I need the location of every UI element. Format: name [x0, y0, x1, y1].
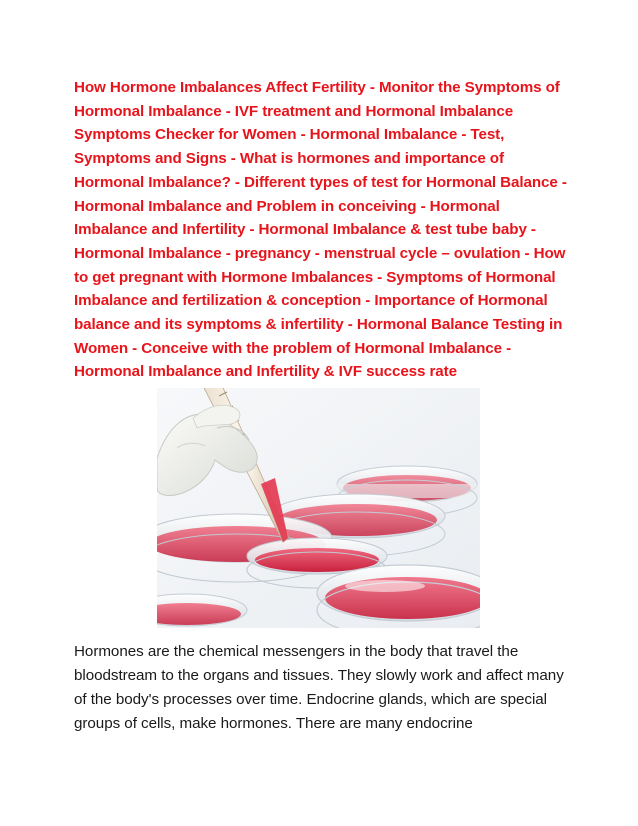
- lab-petri-dish-image: [157, 388, 480, 628]
- document-heading: How Hormone Imbalances Affect Fertility - Monitor the Symptoms of Hormonal Imbalance - IVF treatment and Hormonal Imbalance Symptoms Checker for Women - Hormonal Imbalance - Test, Symptoms and Signs - What is hormones and importance of Hormonal Imbalance? - Different types of test for Hormonal Balance - Hormonal Imbalance and Problem in conceiving - Hormonal Imbalance and Infertility - Hormonal Imbalance & test tube baby - Hormonal Imbalance - pregnancy - menstrual cycle – ovulation - How to get pregnant with Hormone Imbalances - Symptoms of Hormonal Imbalance and fertilization & conception - Importance of Hormonal balance and its symptoms & infertility - Hormonal Balance Testing in Women - Conceive with the problem of Hormonal Imbalance - Hormonal Imbalance and Infertility & IVF success rate: [74, 79, 567, 381]
- document-body-paragraph: Hormones are the chemical messengers in the body that travel the bloodstream to the organs and tissues. They slowly work and affect many of the body's processes over time. Endocrine glands, which are special groups of cells, make hormones. There are many endocrine: [74, 643, 564, 732]
